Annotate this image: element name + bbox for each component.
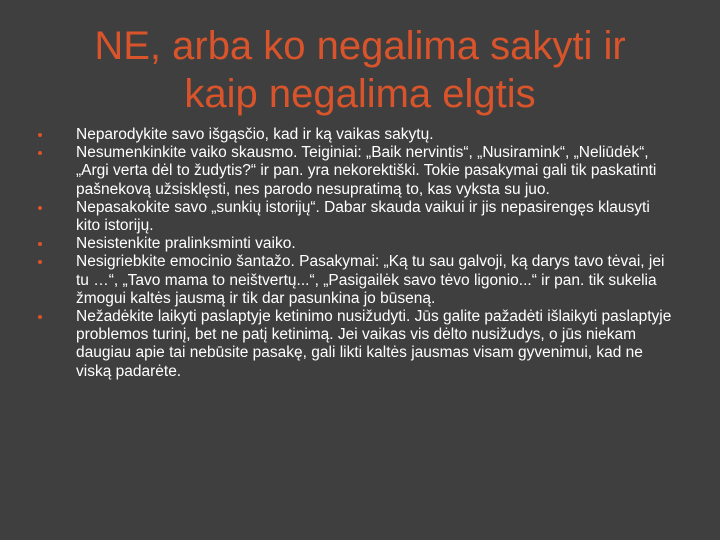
bullet-item [38, 235, 678, 253]
bullet-item [38, 253, 678, 308]
bullet-dot-icon [38, 151, 42, 155]
bullet-item [38, 199, 678, 235]
bullet-item [38, 126, 678, 144]
bullet-dot-icon [38, 260, 42, 264]
bullet-text: Nepasakokite savo „sunkių istorijų“. Dabar skauda vaikui ir jis nepasirengęs klausyti kito istorijų. [76, 198, 650, 235]
bullet-dot-icon [38, 133, 42, 137]
bullet-item [38, 144, 678, 199]
bullet-list [38, 126, 678, 381]
slide-title-line-1: NE, arba ko negalima sakyti ir [94, 24, 626, 68]
bullet-text: Nesistenkite pralinksminti vaiko. [76, 235, 296, 253]
bullet-text: Nesumenkinkite vaiko skausmo. Teiginiai: „Baik nervintis“, „Nusiramink“, „Neliūdėk“, „Argi verta dėl to žudytis?“ ir pan. yra nekorektiški. Tokie pasakymai gali tik paskatinti pašnekovą užsisklęsti, nes parodo nesupratimą to, kas vyksta su juo. [76, 144, 657, 198]
bullet-dot-icon [38, 315, 42, 319]
bullet-item [38, 308, 678, 381]
bullet-text: Nežadėkite laikyti paslaptyje ketinimo nusižudyti. Jūs galite pažadėti išlaikyti paslaptyje problemos turinį, bet ne patį ketinimą. Jei vaikas vis dėlto nusižudys, o jūs niekam daugiau apie tai nebūsite pasakę, gali likti kaltės jausmas visam gyvenimui, kad ne viską padarėte. [76, 308, 672, 380]
slide-title-line-2: kaip negalima elgtis [184, 72, 536, 116]
bullet-text: Neparodykite savo išgąsčio, kad ir ką vaikas sakytų. [76, 126, 434, 143]
slide-title [20, 22, 700, 118]
bullet-dot-icon [38, 206, 42, 210]
bullet-dot-icon [38, 242, 42, 246]
bullet-text: Nesigriebkite emocinio šantažo. Pasakymai: „Ką tu sau galvoji, ką darys tavo tėvai, jei tu …“, „Tavo mama to neištvertų...“, „Pasigailėk savo tėvo ligonio...“ ir pan. tik sukelia žmogui kaltės jausmą ir tik dar pasunkina jo būseną. [76, 253, 665, 307]
